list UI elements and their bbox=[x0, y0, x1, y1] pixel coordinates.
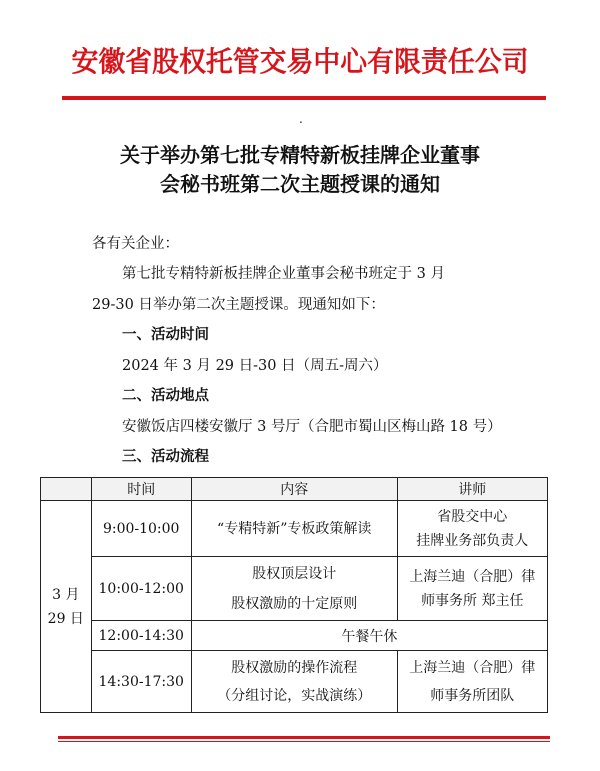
salutation: 各有关企业： bbox=[92, 236, 179, 252]
intro-line-1: 第七批专精特新板挂牌企业董事会秘书班定于 3 月 bbox=[122, 266, 445, 282]
content-cell bbox=[191, 557, 397, 621]
table-row bbox=[41, 501, 548, 557]
header-date-cell bbox=[41, 478, 92, 501]
notice-title-line-1: 关于举办第七批专精特新板挂牌企业董事 bbox=[120, 143, 480, 167]
lecturer-line: 上海兰迪（合肥）律 bbox=[409, 568, 536, 585]
lecturer-cell bbox=[397, 557, 547, 621]
table-header-row bbox=[41, 478, 548, 501]
time-cell: 12:00-14:30 bbox=[91, 621, 191, 651]
date-month: 3 月 bbox=[52, 586, 80, 603]
letterhead-red-rule bbox=[62, 96, 546, 100]
content-cell bbox=[191, 501, 397, 557]
table-row bbox=[41, 621, 548, 651]
content-line: 股权激励的操作流程 bbox=[231, 659, 358, 676]
footer-red-rule-thin bbox=[58, 741, 550, 742]
time-cell: 9:00-10:00 bbox=[91, 501, 191, 557]
footer-red-rule bbox=[58, 736, 550, 739]
lecturer-cell bbox=[397, 651, 547, 713]
section-time-value: 2024 年 3 月 29 日-30 日（周五-周六） bbox=[122, 358, 388, 374]
header-time: 时间 bbox=[91, 478, 191, 501]
content-line: （分组讨论，实战演练） bbox=[217, 687, 372, 704]
letterhead-title: 安徽省股权托管交易中心有限责任公司 bbox=[71, 45, 529, 78]
section-place-value: 安徽饭店四楼安徽厅 3 号厅（合肥市蜀山区梅山路 18 号） bbox=[122, 419, 502, 435]
merged-cell: 午餐午休 bbox=[191, 621, 547, 651]
content-line: 股权顶层设计 bbox=[252, 565, 337, 582]
section-time-heading: 一、活动时间 bbox=[122, 326, 209, 343]
intro-line-2: 29-30 日举办第二次主题授课。现通知如下： bbox=[92, 297, 385, 313]
schedule-table bbox=[40, 477, 548, 713]
section-place-heading: 二、活动地点 bbox=[122, 387, 209, 404]
header-lecturer: 讲师 bbox=[397, 478, 547, 501]
content-line: 股权激励的十定原则 bbox=[231, 595, 358, 612]
lecturer-line: 省股交中心 bbox=[437, 508, 508, 525]
table-row bbox=[41, 557, 548, 621]
lecturer-cell bbox=[397, 501, 547, 557]
dot-mark: . bbox=[299, 112, 303, 126]
table-row bbox=[41, 651, 548, 713]
date-day: 29 日 bbox=[47, 610, 84, 627]
lecturer-line: 上海兰迪（合肥）律 bbox=[409, 659, 536, 676]
lecturer-line: 师事务所 郑主任 bbox=[421, 592, 524, 609]
time-cell: 14:30-17:30 bbox=[91, 651, 191, 713]
section-flow-heading: 三、活动流程 bbox=[122, 448, 209, 465]
notice-title-line-2: 会秘书班第二次主题授课的通知 bbox=[160, 172, 440, 196]
date-cell bbox=[41, 501, 92, 713]
content-line: “专精特新”专板政策解读 bbox=[217, 520, 372, 537]
content-cell bbox=[191, 651, 397, 713]
time-cell: 10:00-12:00 bbox=[91, 557, 191, 621]
lecturer-line: 师事务所团队 bbox=[430, 687, 515, 704]
lecturer-line: 挂牌业务部负责人 bbox=[416, 532, 529, 549]
header-content: 内容 bbox=[191, 478, 397, 501]
